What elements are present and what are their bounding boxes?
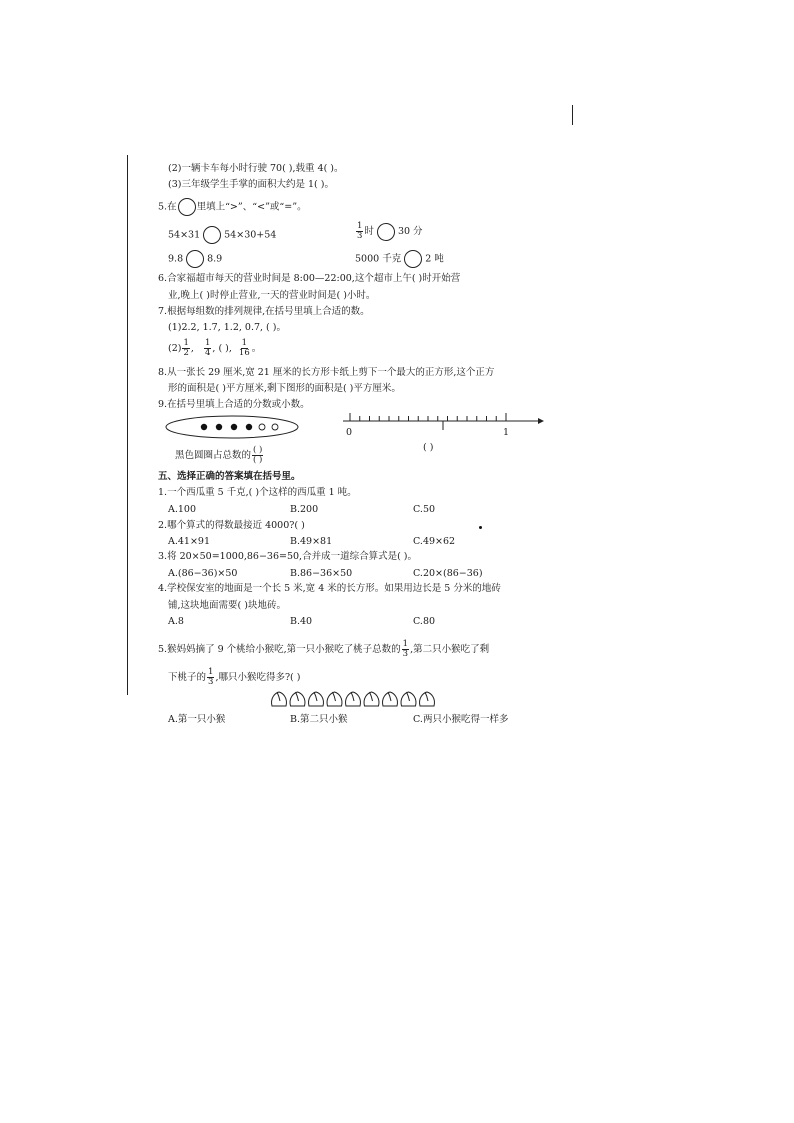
frac-numerator: 1 — [241, 338, 248, 348]
q8-line1: 8.从一张长 29 厘米,宽 21 厘米的长方形卡纸上剪下一个最大的正方形,这个正方 — [158, 367, 495, 378]
s5-q5-fraction-a — [402, 640, 409, 659]
s5-q2-option-a: A.41×91 — [168, 536, 211, 547]
black-circle — [216, 424, 222, 430]
frac-numerator: 1 — [183, 338, 189, 348]
s5-q3-option-c: C.20×(86−36) — [413, 568, 483, 579]
s5-q1-option-a: A.100 — [168, 504, 197, 515]
q5-b-fraction — [356, 222, 363, 241]
black-circle — [246, 424, 252, 430]
q4-part2: (2)一辆卡车每小时行驶 70( ),载重 4( )。 — [168, 163, 344, 174]
s5-q1-option-c: C.50 — [413, 504, 436, 515]
s5-q5-line1-post: ,第二只小猴吃了剩 — [410, 644, 490, 655]
q7-fraction-3 — [238, 339, 251, 358]
q9-title: 9.在括号里填上合适的分数或小数。 — [158, 399, 310, 410]
number-line-label-zero: 0 — [346, 427, 353, 438]
q6-line2: 业,晚上( )时停止营业,一天的营业时间是( )小时。 — [168, 290, 376, 301]
s5-q4-option-c: C.80 — [413, 616, 436, 627]
section5-title: 五、选择正确的答案填在括号里。 — [158, 471, 301, 482]
s5-q5-option-a: A.第一只小猴 — [168, 714, 226, 725]
s5-q5-line1 — [158, 640, 489, 659]
frac-denominator: ( ) — [253, 455, 263, 465]
q5-c-right: 8.9 — [207, 253, 223, 265]
q5-c-left: 9.8 — [168, 253, 184, 265]
s5-q2-option-c: C.49×62 — [413, 536, 456, 547]
s5-q5-line2-pre: 下桃子的 — [168, 672, 207, 683]
peach-icon — [309, 692, 324, 706]
number-line-figure — [340, 410, 545, 440]
compare-circle — [377, 223, 395, 241]
s5-q3: 3.将 20×50=1000,86−36=50,合并成一道综合算式是( )。 — [158, 551, 418, 562]
peach-icon — [290, 692, 305, 706]
q9-answer-fraction — [252, 446, 263, 465]
black-circle — [201, 424, 207, 430]
q7-end: 。 — [251, 343, 262, 354]
q5-title-post: 里填上“>”、“<”或“=”。 — [196, 201, 307, 213]
q7-blank: , ( ), — [212, 343, 232, 354]
number-line-answer: ( ) — [423, 442, 434, 453]
q7-fraction-1 — [182, 339, 189, 358]
q5-d-left: 5000 千克 — [355, 253, 402, 265]
q5-a-right: 54×30+54 — [224, 229, 277, 241]
peach-icon — [401, 692, 416, 706]
q7-part2 — [168, 339, 261, 358]
q8-line2: 形的面积是( )平方厘米,剩下图形的面积是( )平方厘米。 — [168, 383, 401, 394]
q5-compare-d — [355, 250, 444, 268]
frac-denominator: 4 — [204, 348, 211, 358]
q5-compare-c — [168, 250, 222, 268]
s5-q4-option-a: A.8 — [168, 616, 184, 627]
separator: , — [190, 343, 203, 354]
q5-compare-b — [355, 222, 423, 241]
white-circle — [272, 424, 278, 430]
scan-speck — [479, 526, 482, 529]
s5-q5-option-c: C.两只小猴吃得一样多 — [413, 714, 509, 725]
circle-tube-figure — [165, 414, 300, 440]
compare-circle — [186, 250, 204, 268]
s5-q4-line1: 4.学校保安室的地面是一个长 5 米,宽 4 米的长方形。如果用边长是 5 分米的地砖 — [158, 583, 501, 594]
peach-icon — [364, 692, 379, 706]
peach-icon — [346, 692, 361, 706]
s5-q3-option-a: A.(86−36)×50 — [168, 568, 238, 579]
frac-numerator: 1 — [204, 338, 211, 348]
number-line-ticks — [350, 413, 506, 421]
peach-icon — [420, 692, 435, 706]
q7-title: 7.根据每组数的排列规律,在括号里填上合适的数。 — [158, 306, 370, 317]
frac-numerator: 1 — [402, 639, 409, 649]
compare-circle — [404, 250, 422, 268]
q5-title — [158, 198, 307, 216]
q5-b-left-unit: 时 — [364, 226, 374, 237]
s5-q4-option-b: B.40 — [290, 616, 313, 627]
frac-denominator: 3 — [402, 649, 409, 659]
s5-q5-line2 — [168, 668, 300, 687]
q5-a-left: 54×31 — [168, 229, 201, 241]
number-line-label-one: 1 — [503, 427, 510, 438]
frac-denominator: 3 — [357, 231, 363, 241]
peach-icon — [272, 692, 287, 706]
white-circle — [259, 424, 265, 430]
scan-tick-mark — [572, 105, 573, 125]
frac-denominator: 3 — [208, 677, 214, 687]
compare-circle — [178, 198, 196, 216]
q7-part1: (1)2.2, 1.7, 1.2, 0.7, ( )。 — [168, 322, 286, 333]
q9-caption-text: 黑色圆圈占总数的 — [175, 450, 252, 461]
q5-b-right: 30 分 — [397, 226, 423, 237]
q5-compare-a — [168, 226, 276, 244]
black-circle — [231, 424, 237, 430]
s5-q5-line2-post: ,哪只小猴吃得多?( ) — [215, 672, 301, 683]
number-line-arrow — [538, 418, 544, 424]
frac-numerator: ( ) — [253, 445, 263, 455]
compare-circle — [203, 226, 221, 244]
q5-title-pre: 5.在 — [158, 201, 177, 213]
frac-denominator: 2 — [183, 348, 189, 358]
q5-d-right: 2 吨 — [425, 253, 444, 265]
frac-denominator: 16 — [238, 348, 250, 358]
q9-caption — [175, 446, 264, 465]
q4-part3: (3)三年级学生手掌的面积大约是 1( )。 — [168, 179, 334, 190]
s5-q1-option-b: B.200 — [290, 504, 319, 515]
q7-part2-pre: (2) — [168, 343, 182, 354]
peach-icon — [383, 692, 398, 706]
q6-line1: 6.合家福超市每天的营业时间是 8:00—22:00,这个超市上午( )时开始营 — [158, 273, 461, 284]
frac-numerator: 1 — [208, 667, 214, 677]
q7-fraction-2 — [204, 339, 211, 358]
frac-numerator: 1 — [357, 221, 363, 231]
s5-q2-option-b: B.49×81 — [290, 536, 333, 547]
scan-margin-line-left — [127, 155, 128, 695]
peaches-figure — [270, 690, 440, 710]
s5-q2: 2.哪个算式的得数最接近 4000?( ) — [158, 520, 305, 531]
s5-q1: 1.一个西瓜重 5 千克,( )个这样的西瓜重 1 吨。 — [158, 487, 357, 498]
peach-icon — [327, 692, 342, 706]
s5-q5-fraction-b — [207, 668, 214, 687]
s5-q5-option-b: B.第二只小猴 — [290, 714, 348, 725]
s5-q3-option-b: B.86−36×50 — [290, 568, 353, 579]
s5-q4-line2: 铺,这块地面需要( )块地砖。 — [168, 600, 286, 611]
s5-q5-line1-pre: 5.猴妈妈摘了 9 个桃给小猴吃,第一只小猴吃了桃子总数的 — [158, 644, 401, 655]
